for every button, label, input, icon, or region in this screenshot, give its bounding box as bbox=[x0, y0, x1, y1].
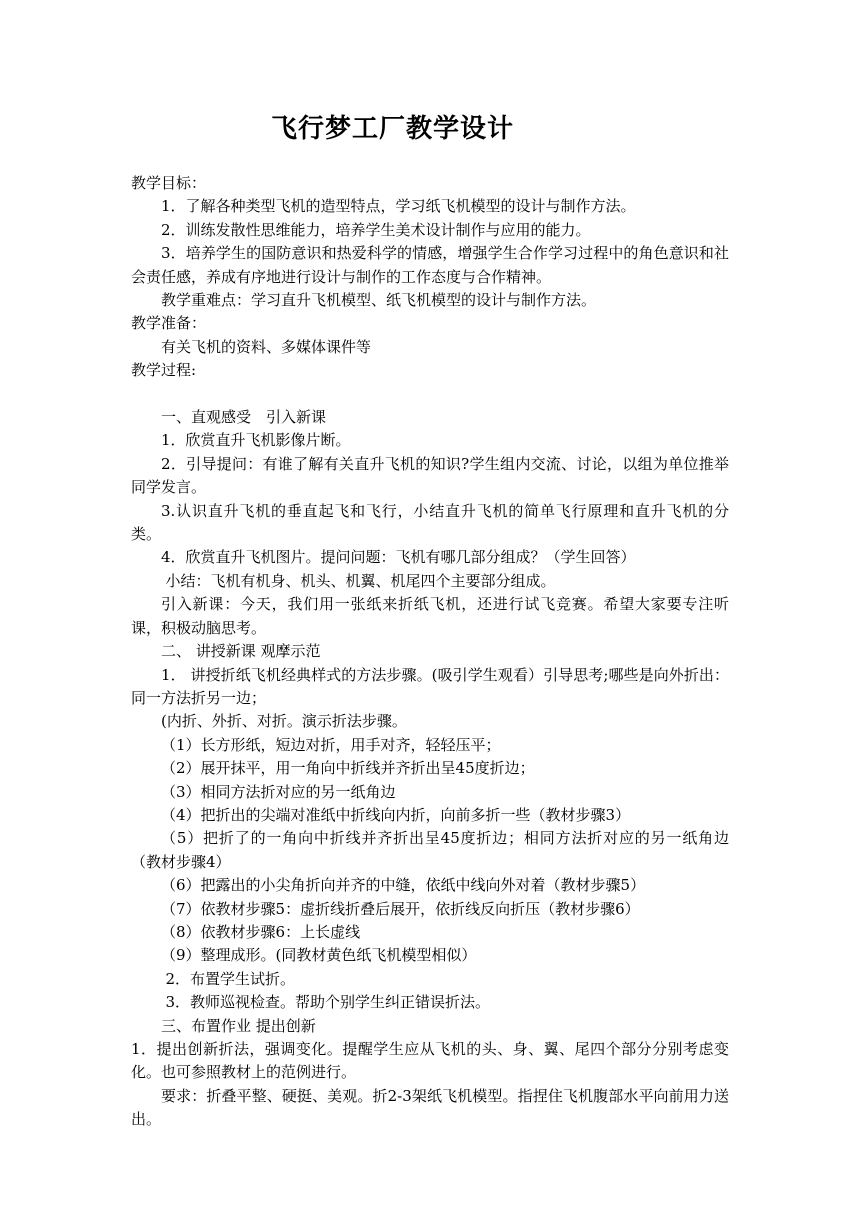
document-body bbox=[131, 172, 729, 1132]
paragraph: 小结：飞机有机身、机头、机翼、机尾四个主要部分组成。 bbox=[165, 571, 556, 590]
paragraph: （5）把折了的一角向中折线并齐折出呈45度折边；相同方法折对应的另一纸角边（教材步骤4） bbox=[131, 829, 729, 871]
paragraph: （9）整理成形。(同教材黄色纸飞机模型相似） bbox=[161, 946, 477, 965]
paragraph: （6）把露出的小尖角折向并齐的中缝，依纸中线向外对着（教材步骤5） bbox=[161, 876, 646, 895]
paragraph: 三、布置作业 提出创新 bbox=[161, 1016, 316, 1035]
document-title: 飞行梦工厂教学设计 bbox=[270, 114, 514, 144]
paragraph: （2）展开抹平，用一角向中折线并齐折出呈45度折边； bbox=[161, 759, 535, 778]
paragraph: 二、 讲授新课 观摩示范 bbox=[161, 642, 321, 661]
paragraph: 3.认识直升飞机的垂直起飞和飞行，小结直升飞机的简单飞行原理和直升飞机的分类。 bbox=[131, 501, 729, 544]
paragraph: 教学目标： bbox=[131, 174, 207, 192]
paragraph: 1．提出创新折法，强调变化。提醒学生应从飞机的头、身、翼、尾四个部分分别考虑变化。也可参照教材上的范例进行。 bbox=[131, 1040, 729, 1082]
paragraph: 2．训练发散性思维能力，培养学生美术设计制作与应用的能力。 bbox=[161, 220, 591, 239]
paragraph: （7）依教材步骤5：虚折线折叠后展开，依折线反向折压（教材步骤6） bbox=[161, 899, 640, 918]
paragraph: (内折、外折、对折。演示折法步骤。 bbox=[161, 712, 407, 731]
paragraph: 教学重难点：学习直升飞机模型、纸飞机模型的设计与制作方法。 bbox=[161, 291, 597, 310]
paragraph: （8）依教材步骤6：上长虚线 bbox=[161, 922, 361, 941]
paragraph: 2．引导提问：有谁了解有关直升飞机的知识?学生组内交流、讨论，以组为单位推举同学发言。 bbox=[131, 454, 729, 497]
paragraph: 一、直观感受 引入新课 bbox=[161, 408, 327, 427]
paragraph: （1）长方形纸，短边对折，用手对齐，轻轻压平； bbox=[161, 735, 501, 754]
paragraph: 1．了解各种类型飞机的造型特点，学习纸飞机模型的设计与制作方法。 bbox=[161, 197, 636, 216]
paragraph: 教学过程: bbox=[131, 361, 197, 380]
paragraph: 3．培养学生的国防意识和热爱科学的情感，增强学生合作学习过程中的角色意识和社会责任感，养成有序地进行设计与制作的工作态度与合作精神。 bbox=[131, 244, 729, 286]
paragraph: 引入新课：今天，我们用一张纸来折纸飞机，还进行试飞竞赛。希望大家要专注听课，积极动脑思考。 bbox=[131, 595, 729, 637]
paragraph: 1． 讲授折纸飞机经典样式的方法步骤。(吸引学生观看）引导思考;哪些是向外折出：同一方法折另一边； bbox=[131, 665, 729, 707]
paragraph: 4．欣赏直升飞机图片。提问问题：飞机有哪几部分组成？（学生回答） bbox=[161, 548, 636, 567]
paragraph: 有关飞机的资料、多媒体课件等 bbox=[161, 337, 372, 356]
paragraph: （3）相同方法折对应的另一纸角边 bbox=[161, 782, 396, 801]
paragraph: 3．教师巡视检查。帮助个别学生纠正错误折法。 bbox=[165, 993, 491, 1012]
paragraph: 要求：折叠平整、硬挺、美观。折2-3架纸飞机模型。指捏住飞机腹部水平向前用力送出。 bbox=[131, 1086, 729, 1129]
paragraph: （4）把折出的尖端对准纸中折线向内折，向前多折一些（教材步骤3） bbox=[161, 805, 631, 824]
paragraph: 教学准备： bbox=[131, 314, 207, 333]
blank-line bbox=[131, 383, 729, 406]
paragraph: 1．欣赏直升飞机影像片断。 bbox=[161, 431, 351, 450]
paragraph: 2．布置学生试折。 bbox=[165, 969, 296, 988]
